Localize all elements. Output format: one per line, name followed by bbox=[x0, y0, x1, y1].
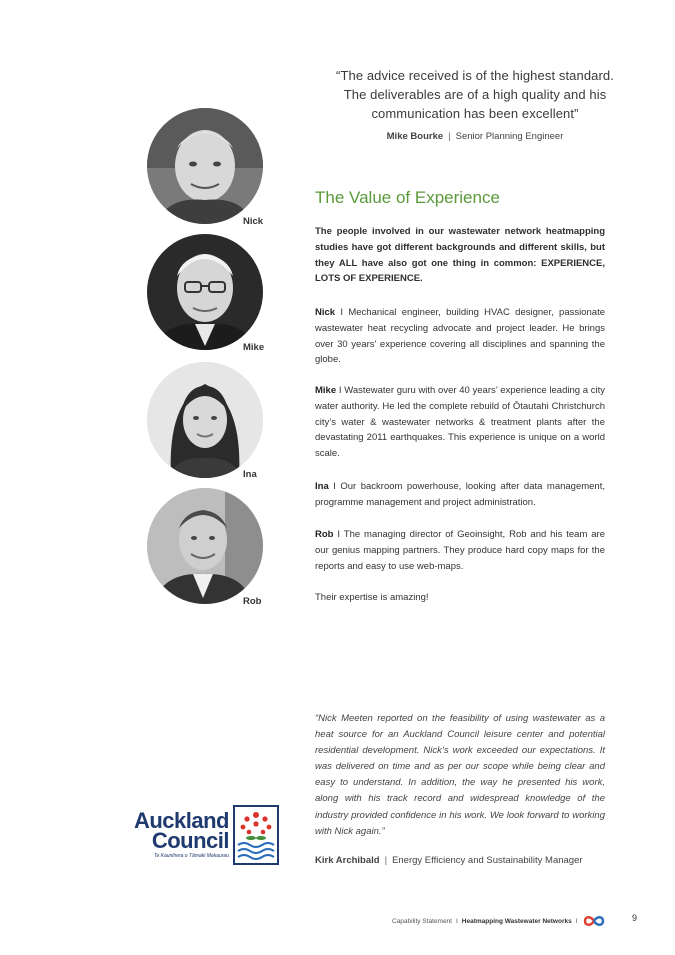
logo-tagline: Te Kaunihera o Tāmaki Makaurau bbox=[153, 853, 229, 859]
bio-sep-nick: I bbox=[335, 307, 349, 318]
portrait-photo-nick bbox=[147, 108, 263, 224]
infinity-logo-icon bbox=[582, 915, 606, 927]
footer-doc-name: Capability Statement bbox=[392, 917, 452, 925]
logo-line-2: Council bbox=[151, 828, 229, 853]
portrait-mike-graphic bbox=[147, 234, 263, 350]
bio-text-ina: Our backroom powerhouse, looking after data management, programme management and project administration. bbox=[315, 481, 605, 508]
bio-paragraph-rob bbox=[315, 527, 605, 574]
portrait-photo-ina bbox=[147, 362, 263, 478]
photo-label-mike: Mike bbox=[243, 342, 265, 353]
portrait-photo-rob bbox=[147, 488, 263, 604]
bio-name-ina: Ina bbox=[315, 481, 329, 492]
footer-doc-title: Heatmapping Wastewater Networks bbox=[461, 917, 572, 925]
bio-paragraph-mike bbox=[315, 383, 605, 462]
portrait-ina-graphic bbox=[147, 362, 263, 478]
bottom-quote-role: Energy Efficiency and Sustainability Manager bbox=[392, 855, 583, 866]
logo-line-1: Auckland bbox=[133, 808, 229, 833]
photo-label-ina: Ina bbox=[243, 469, 257, 480]
logo-wordmark bbox=[133, 808, 229, 859]
top-quote-line-3: communication has been excellent” bbox=[371, 106, 579, 121]
portrait-rob-graphic bbox=[147, 488, 263, 604]
top-quote-separator: | bbox=[448, 131, 451, 142]
bottom-quote-separator: | bbox=[384, 855, 388, 866]
photo-label-nick: Nick bbox=[243, 216, 264, 227]
bottom-quote-attribution bbox=[315, 855, 583, 866]
bio-text-rob: The managing director of Geoinsight, Rob and his team are our genius mapping partners. They produce hard copy maps for the reports and easy to use web-maps. bbox=[315, 529, 605, 572]
page-number: 9 bbox=[632, 913, 638, 923]
top-quote-line-2: The deliverables are of a high quality and his bbox=[343, 87, 607, 102]
bio-name-rob: Rob bbox=[315, 529, 334, 540]
photo-label-rob: Rob bbox=[243, 596, 262, 607]
bio-paragraph-nick bbox=[315, 305, 605, 368]
closing-line: Their expertise is amazing! bbox=[315, 592, 429, 603]
top-quote-role: Senior Planning Engineer bbox=[455, 131, 564, 142]
section-title: The Value of Experience bbox=[315, 188, 500, 207]
top-testimonial-quote bbox=[330, 66, 620, 123]
auckland-council-logo bbox=[133, 805, 278, 865]
bio-sep-rob: I bbox=[333, 529, 344, 540]
footer-sep-1: I bbox=[455, 917, 458, 925]
bio-sep-mike: I bbox=[336, 385, 345, 396]
top-quote-name: Mike Bourke bbox=[386, 131, 444, 142]
pohutukawa-logo-icon bbox=[233, 805, 279, 865]
bio-text-mike: Wastewater guru with over 40 years’ experience leading a city water authority. He led the complete rebuild of Ōtautahi Christchurch city’s water & wastewater networks & treatment plants after the devastating 2011 earthquakes. This experience is unique on a world scale. bbox=[315, 385, 606, 460]
top-quote-line-1: “The advice received is of the highest standard. bbox=[336, 68, 614, 83]
top-quote-attribution bbox=[330, 131, 620, 142]
bio-text-nick: Mechanical engineer, building HVAC designer, passionate wastewater heat recycling advocate and project leader. He brings over 30 years’ experience covering all disciplines and spanning the globe. bbox=[315, 307, 605, 366]
portrait-photo-mike bbox=[147, 234, 263, 350]
bio-sep-ina: I bbox=[328, 481, 341, 492]
portrait-nick-graphic bbox=[147, 108, 263, 224]
intro-paragraph: The people involved in our wastewater network heatmapping studies have got different backgrounds and different skills, but they ALL have also got one thing in common: EXPERIENCE, LOTS OF EXPERIENCE. bbox=[315, 226, 605, 285]
page-footer bbox=[392, 915, 606, 927]
bio-name-nick: Nick bbox=[315, 307, 336, 318]
bottom-quote-name: Kirk Archibald bbox=[315, 855, 380, 866]
bottom-testimonial-quote: “Nick Meeten reported on the feasibility of using wastewater as a heat source for an Auckland Council leisure center and potential residential development. Nick’s work exceeded our expectations. It was delivered on time and as per our scope while being clear and easy to understand. In addition, the way he presented his work, along with his track record and widespread knowledge of the industry provided confidence in his work. We look forward to working with Nick again.” bbox=[315, 713, 605, 837]
footer-sep-2: I bbox=[575, 917, 578, 925]
bio-name-mike: Mike bbox=[315, 385, 337, 396]
bio-paragraph-ina bbox=[315, 479, 605, 511]
